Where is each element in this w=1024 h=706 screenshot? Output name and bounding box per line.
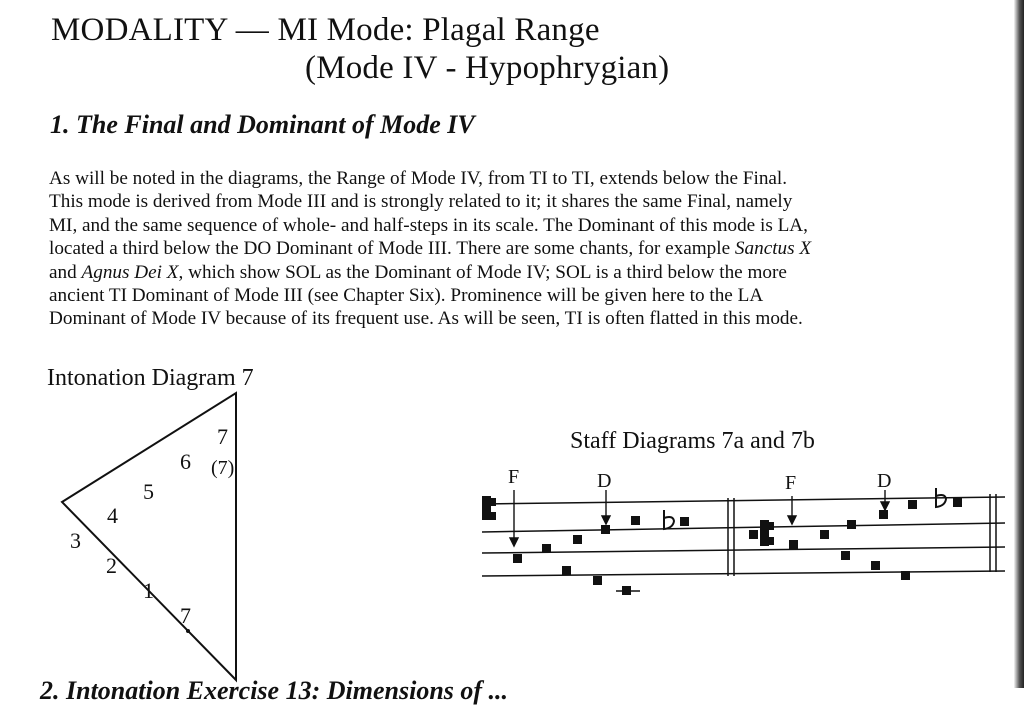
note [908,500,917,509]
degree-label-7-flat: (7) [211,457,235,479]
note [847,520,856,529]
staff-notes [513,498,962,595]
page-title-line-1: MODALITY — MI Mode: Plagal Range [51,12,600,48]
marker-arrows [510,490,889,546]
note [573,535,582,544]
note [789,540,798,549]
note [871,561,880,570]
text-run: MI, and the same sequence of whole- and half-steps in its scale. The Dominant of this mode is LA, [49,214,808,236]
marker-dominant-7b: D [877,470,892,492]
clef-do-7a [482,496,496,520]
text-run: Dominant of Mode IV because of its frequent use. As will be seen, TI is often flatted in this mode. [49,308,803,330]
low-octave-dot [186,629,190,633]
note [749,530,758,539]
text-run: This mode is derived from Mode III and is strongly related to it; it shares the same Final, namely [49,191,793,213]
note [513,554,522,563]
text-run: , which show SOL as the Dominant of Mode IV; SOL is a third below the more [178,261,787,283]
text-run: located a third below the DO Dominant of Mode III. There are some chants, for example [49,238,735,260]
note [562,566,571,575]
marker-final-7a: F [508,466,520,488]
staff-diagrams-caption: Staff Diagrams 7a and 7b [570,428,815,454]
text-run: ancient TI Dominant of Mode III (see Chapter Six). Prominence will be given here to the LA [49,285,764,307]
degree-label-1: 1 [143,578,154,603]
degree-label-6: 6 [180,449,191,474]
italic-chant-title: Sanctus X [734,238,812,260]
degree-label-3: 3 [70,528,81,553]
next-section-heading: 2. Intonation Exercise 13: Dimensions of ... [40,676,509,705]
degree-label-2: 2 [106,553,117,578]
marker-dominant-7a: D [597,470,612,492]
intonation-trapezoid-outline [62,393,236,680]
note [680,517,689,526]
note [601,525,610,534]
text-run: As will be noted in the diagrams, the Range of Mode IV, from TI to TI, extends below the Final. [49,168,788,189]
degree-label-low-7: 7 [180,603,191,628]
degree-label-4: 4 [107,503,118,528]
note [841,551,850,560]
marker-final-7b: F [785,472,797,494]
note [593,576,602,585]
note [879,510,888,519]
text-run: and [49,261,82,283]
note [901,571,910,580]
degree-label-5: 5 [143,479,154,504]
note [622,586,631,595]
note [820,530,829,539]
clef-do-7b [760,520,774,546]
note [953,498,962,507]
flat-signs [664,488,946,529]
italic-chant-title: Agnus Dei X [81,261,179,283]
intonation-diagram-caption: Intonation Diagram 7 [47,365,254,391]
page-title-line-2: (Mode IV - Hypophrygian) [305,50,670,86]
section-heading-final-dominant: 1. The Final and Dominant of Mode IV [50,110,475,139]
note [631,516,640,525]
note [542,544,551,553]
degree-label-7: 7 [217,424,228,449]
staff-lines [482,497,1005,576]
